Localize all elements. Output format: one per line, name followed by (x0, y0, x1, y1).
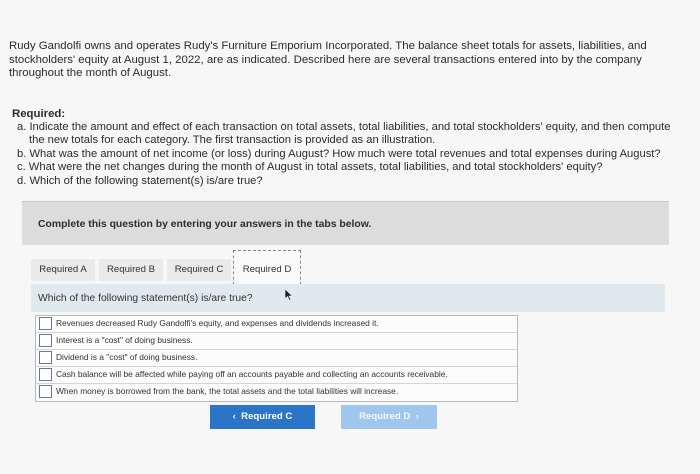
question-text: Which of the following statement(s) is/are true? (38, 293, 253, 304)
required-list (17, 121, 700, 188)
tab-required-c[interactable]: Required C (167, 259, 231, 281)
required-heading: Required: (12, 108, 66, 120)
required-item-a-cont: the new totals for each category. The first transaction is provided as an illustration. (29, 134, 436, 147)
instruction-text: Complete this question by entering your answers in the tabs below. (38, 219, 372, 230)
statement-label: Dividend is a "cost" of doing business. (56, 352, 198, 362)
previous-tab-label: Required C (241, 411, 293, 422)
statement-label: When money is borrowed from the bank, the total assets and the total liabilities will increase. (56, 386, 399, 396)
required-item-d: d. Which of the following statement(s) is/are true? (17, 174, 263, 187)
next-tab-label: Required D (359, 411, 411, 422)
next-tab-button[interactable] (341, 405, 437, 429)
statement-label: Cash balance will be affected while paying off an accounts payable and collecting an accounts receivable. (56, 369, 448, 379)
tab-required-b[interactable]: Required B (99, 259, 163, 281)
required-item-c: c. What were the net changes during the month of August in total assets, total liabilities, and total stockholders' equity? (17, 161, 603, 174)
previous-tab-button[interactable] (210, 405, 315, 429)
statement-checkbox[interactable] (39, 351, 52, 364)
chevron-right-icon: › (415, 411, 419, 422)
statement-label: Interest is a "cost" of doing business. (56, 335, 193, 345)
problem-intro: Rudy Gandolfi owns and operates Rudy's Furniture Emporium Incorporated. The balance sheet totals for assets, liabilities, and stockholders' equity at August 1, 2022, are as indicated. Described here are several transactions entered into by the company throughout the month of August. (9, 40, 647, 79)
tab-required-d[interactable]: Required D (233, 250, 301, 285)
statement-label: Revenues decreased Rudy Gandolfi's equity, and expenses and dividends increased it. (56, 318, 379, 328)
statement-row[interactable] (36, 333, 517, 350)
statement-row[interactable] (36, 316, 517, 333)
statement-checkbox[interactable] (39, 385, 52, 398)
mouse-cursor-icon (285, 289, 293, 301)
statement-checklist (35, 315, 518, 402)
tab-required-a[interactable]: Required A (31, 259, 95, 281)
statement-checkbox[interactable] (39, 368, 52, 381)
statement-row[interactable] (36, 367, 517, 384)
statement-row[interactable] (36, 350, 517, 367)
statement-checkbox[interactable] (39, 317, 52, 330)
instruction-banner (22, 201, 669, 245)
chevron-left-icon: ‹ (232, 411, 236, 422)
statement-row[interactable] (36, 384, 517, 400)
question-bar (31, 284, 665, 312)
statement-checkbox[interactable] (39, 334, 52, 347)
required-item-a: a. Indicate the amount and effect of each transaction on total assets, total liabilities, and total stockholders' equity, and then compute (17, 121, 671, 133)
required-item-b: b. What was the amount of net income (or loss) during August? How much were total revenues and total expenses during August? (17, 147, 661, 160)
